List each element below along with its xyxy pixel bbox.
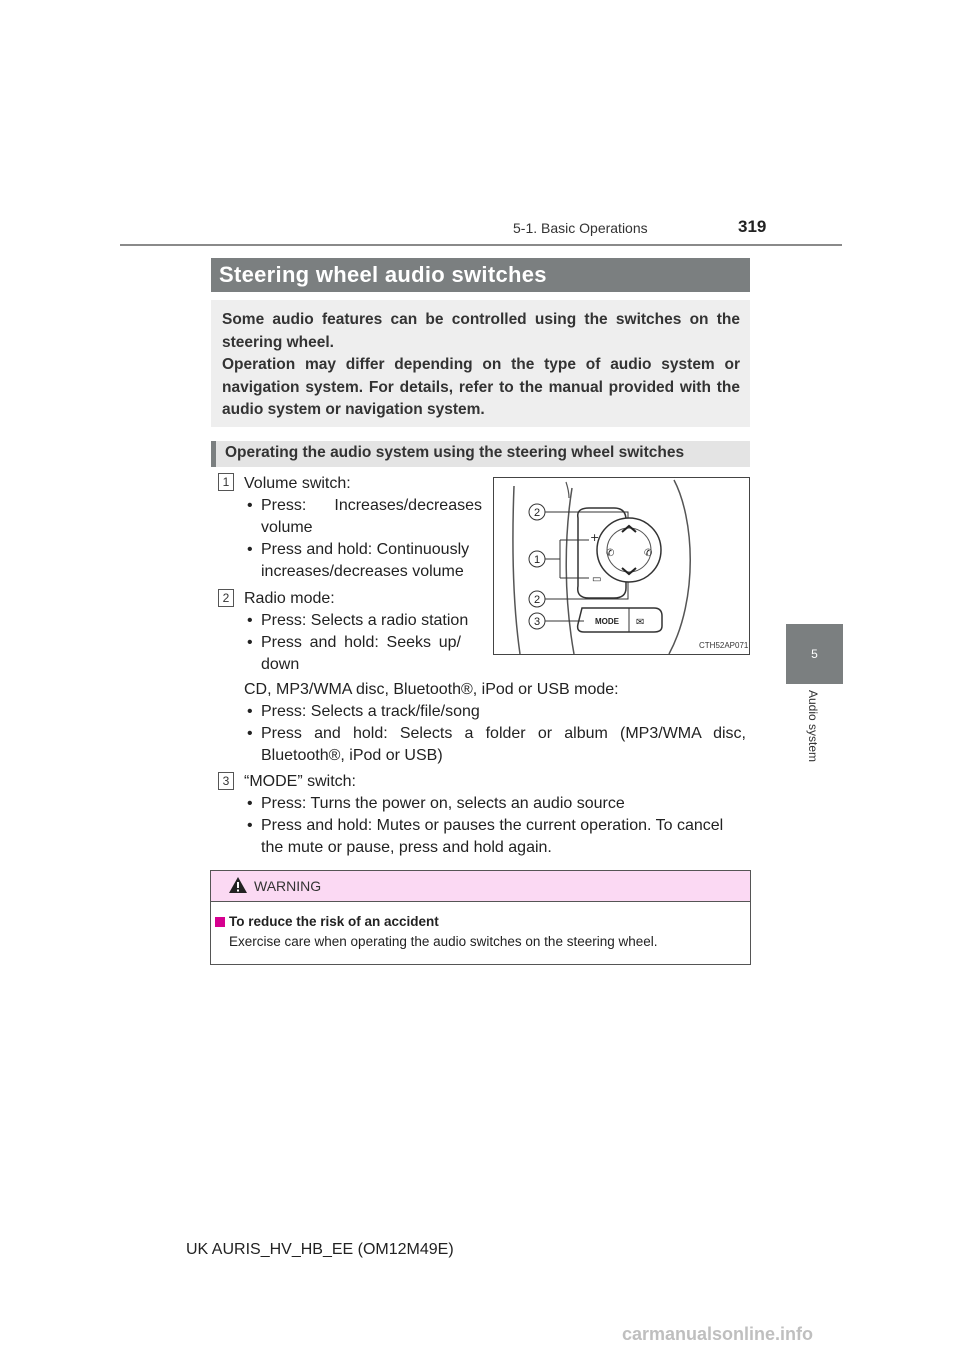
svg-text:✉: ✉ — [636, 617, 645, 628]
list-item: • Press and hold: Selects a folder or album (MP3/WMA disc, Bluetooth®, iPod or USB) — [247, 725, 746, 764]
item-2-bullets — [247, 610, 482, 676]
list-item: • Press: Turns the power on, selects an audio source — [247, 795, 625, 812]
warning-label: WARNING — [254, 878, 322, 894]
warning-title: To reduce the risk of an accident — [229, 914, 439, 929]
svg-text:▭: ▭ — [592, 574, 602, 585]
item-number-3: 3 — [218, 772, 234, 790]
item-number-2: 2 — [218, 589, 234, 607]
item-2-sub-bullets — [247, 701, 746, 767]
list-item: • Press: Selects a radio station — [247, 612, 469, 629]
subheading: Operating the audio system using the steering wheel switches — [225, 444, 685, 461]
callout-1 — [529, 551, 545, 567]
watermark: carmanualsonline.info — [622, 1324, 814, 1344]
intro-box — [211, 300, 750, 427]
warning-icon — [228, 876, 248, 894]
svg-text:✆: ✆ — [606, 548, 615, 559]
list-item: • Press and hold: Continuously increases/decreases volume — [247, 541, 470, 580]
chapter-label: Audio system — [806, 690, 820, 763]
intro-paragraph-1: Some audio features can be controlled using the switches on the steering wheel. — [222, 311, 740, 351]
list-item: • Press and hold: Seeks up/ down — [247, 634, 461, 673]
callout-2-bottom — [529, 591, 545, 607]
item-label-2: Radio mode: — [244, 590, 335, 607]
svg-text:✆: ✆ — [644, 548, 653, 559]
intro-paragraph-2: Operation may differ depending on the type of audio system or navigation system. For details, refer to the manual provided with the audio system or navigation system. — [222, 356, 740, 418]
list-item: • Press and hold: Mutes or pauses the current operation. To cancel the mute or pause, press and hold again. — [247, 817, 724, 856]
list-item: • Press: Increases/decreases volume — [247, 497, 482, 536]
item-1-bullets — [247, 495, 482, 583]
list-item: • Press: Selects a track/file/song — [247, 703, 480, 720]
warning-bullet-icon — [215, 917, 225, 927]
svg-text:+: + — [590, 531, 600, 544]
page-title: Steering wheel audio switches — [219, 262, 547, 287]
svg-text:2: 2 — [533, 594, 541, 606]
callout-3 — [529, 613, 545, 629]
item-number-1: 1 — [218, 473, 234, 491]
callout-2-top — [529, 504, 545, 520]
warning-header — [211, 871, 750, 902]
warning-text: Exercise care when operating the audio switches on the steering wheel. — [229, 934, 658, 949]
figure-code: CTH52AP071 — [699, 641, 749, 650]
item-label-1: Volume switch: — [244, 475, 351, 492]
steering-switch-figure — [493, 477, 750, 655]
header-rule — [120, 244, 842, 246]
item-3-bullets — [247, 793, 746, 859]
section-title: 5-1. Basic Operations — [513, 220, 648, 236]
svg-text:2: 2 — [533, 507, 541, 519]
warning-box — [210, 870, 751, 965]
mode-switch-label: MODE — [595, 617, 619, 626]
svg-text:3: 3 — [533, 616, 541, 628]
chapter-label-wrap — [806, 690, 822, 790]
svg-text:1: 1 — [533, 554, 541, 566]
warning-title-row — [215, 914, 439, 929]
steering-switch-illustration — [494, 478, 749, 654]
footer-model-code: UK AURIS_HV_HB_EE (OM12M49E) — [186, 1241, 454, 1258]
chapter-tab: 5 — [786, 624, 843, 684]
subheading-bar — [211, 441, 750, 467]
page-number: 319 — [738, 217, 767, 236]
item-2-sub-label: CD, MP3/WMA disc, Bluetooth®, iPod or USB mode: — [244, 681, 619, 698]
item-label-3: “MODE” switch: — [244, 773, 356, 790]
page-title-bar — [211, 258, 750, 292]
